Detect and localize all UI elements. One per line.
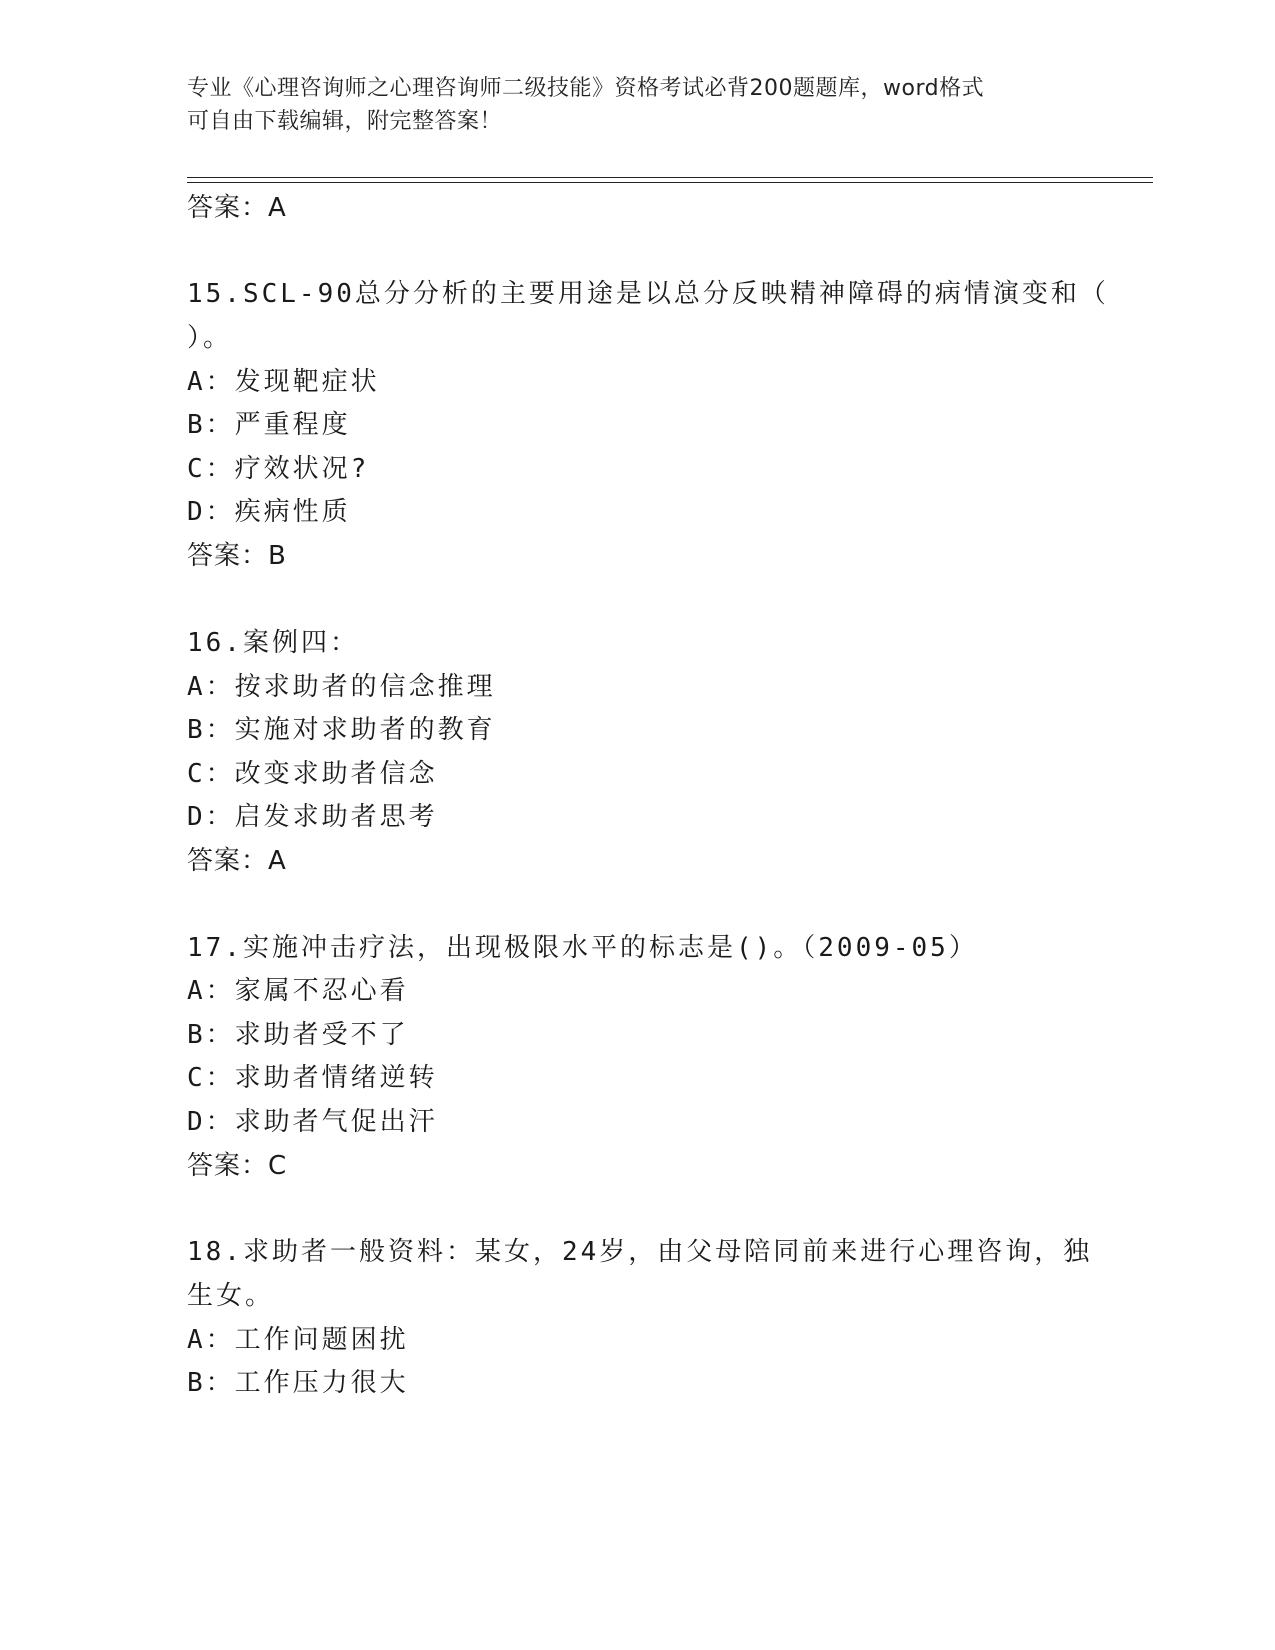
question-17-answer: 答案：C: [187, 1151, 288, 1181]
header-divider-bottom: [187, 182, 1153, 183]
question-15-option-b: B：严重程度: [187, 410, 351, 440]
question-16-option-a: A：按求助者的信念推理: [187, 672, 496, 702]
question-16-stem-1: 16.案例四：: [187, 628, 359, 658]
question-17-option-b: B：求助者受不了: [187, 1020, 409, 1050]
header-divider-top: [187, 177, 1153, 178]
question-15-stem-2: ）。: [187, 323, 233, 353]
question-18-option-b: B：工作压力很大: [187, 1368, 409, 1398]
question-15-option-c: C：疗效状况?: [187, 454, 370, 484]
question-16-option-d: D：启发求助者思考: [187, 802, 438, 832]
answer-prev: 答案：A: [187, 193, 287, 223]
header-line-2: 可自由下载编辑，附完整答案！: [187, 109, 503, 134]
question-18-stem-2: 生女。: [187, 1281, 275, 1311]
question-15-option-d: D：疾病性质: [187, 497, 351, 527]
page-header: [187, 72, 1087, 138]
question-15-stem-1: 15.SCL-90总分分析的主要用途是以总分反映精神障碍的病情演变和（: [187, 279, 1109, 309]
question-16-answer: 答案：A: [187, 846, 287, 876]
question-16-option-c: C：改变求助者信念: [187, 759, 438, 789]
question-15-answer: 答案：B: [187, 541, 287, 571]
question-17-option-a: A：家属不忍心看: [187, 976, 409, 1006]
question-17-option-d: D：求助者气促出汗: [187, 1107, 438, 1137]
header-line-1: 专业《心理咨询师之心理咨询师二级技能》资格考试必背200题题库，word格式: [187, 76, 985, 101]
question-17-stem-1: 17.实施冲击疗法，出现极限水平的标志是()。（2009-05）: [187, 933, 978, 963]
question-18-option-a: A：工作问题困扰: [187, 1325, 409, 1355]
question-16-option-b: B：实施对求助者的教育: [187, 715, 496, 745]
question-17-option-c: C：求助者情绪逆转: [187, 1063, 438, 1093]
question-15-option-a: A：发现靶症状: [187, 367, 380, 397]
question-18-stem-1: 18.求助者一般资料：某女，24岁，由父母陪同前来进行心理咨询，独: [187, 1237, 1093, 1267]
